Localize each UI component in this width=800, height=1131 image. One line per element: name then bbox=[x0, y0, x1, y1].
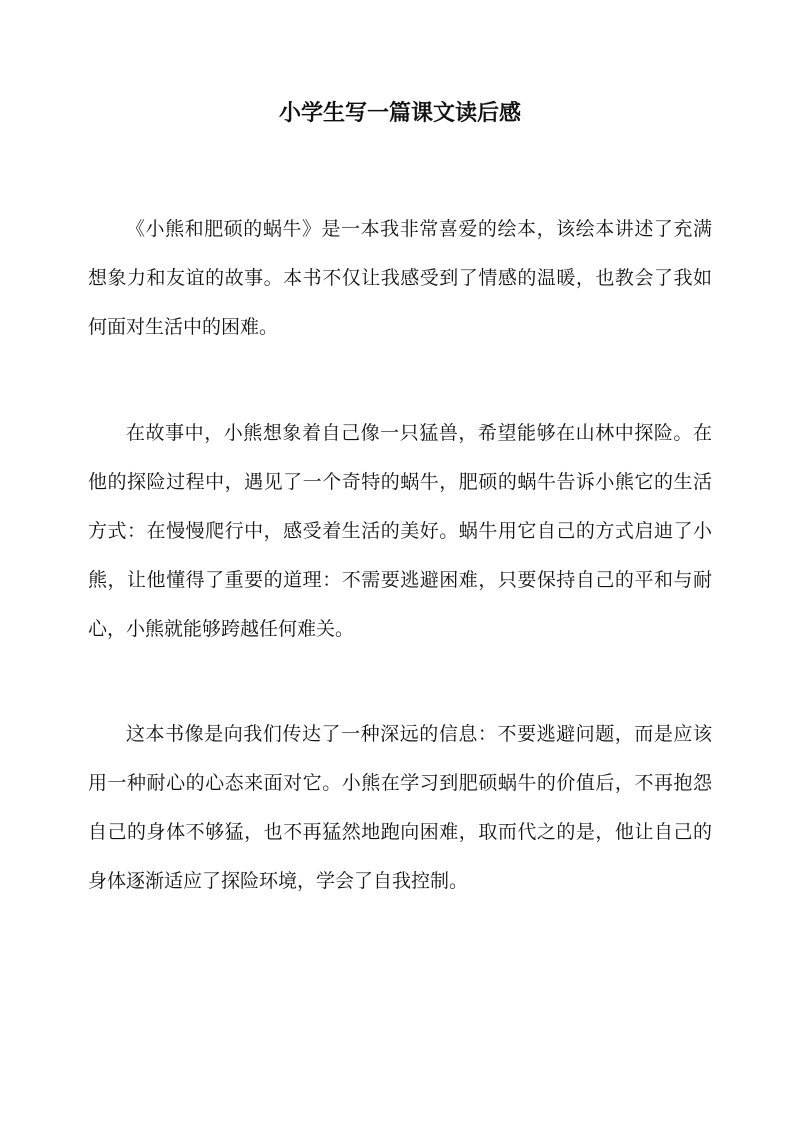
paragraph-reflection: 这本书像是向我们传达了一种深远的信息：不要逃避问题，而是应该用一种耐心的心态来面对它。小熊在学习到肥硕蜗牛的价值后，不再抱怨自己的身体不够猛，也不再猛然地跑向困难，取而代之的是，他让自己的身体逐渐适应了探险环境，学会了自我控制。 bbox=[88, 723, 712, 892]
paragraph-story: 在故事中，小熊想象着自己像一只猛兽，希望能够在山林中探险。在他的探险过程中，遇见了一个奇特的蜗牛，肥硕的蜗牛告诉小熊它的生活方式：在慢慢爬行中，感受着生活的美好。蜗牛用它自己的方式启迪了小熊，让他懂得了重要的道理：不需要逃避困难，只要保持自己的平和与耐心，小熊就能够跨越任何难关。 bbox=[88, 422, 712, 640]
page-title: 小学生写一篇课文读后感 bbox=[278, 100, 521, 126]
paragraph-intro: 《小熊和肥硕的蜗牛》是一本我非常喜爱的绘本，该绘本讲述了充满想象力和友谊的故事。本书不仅让我感受到了情感的温暖，也教会了我如何面对生活中的困难。 bbox=[88, 218, 712, 338]
